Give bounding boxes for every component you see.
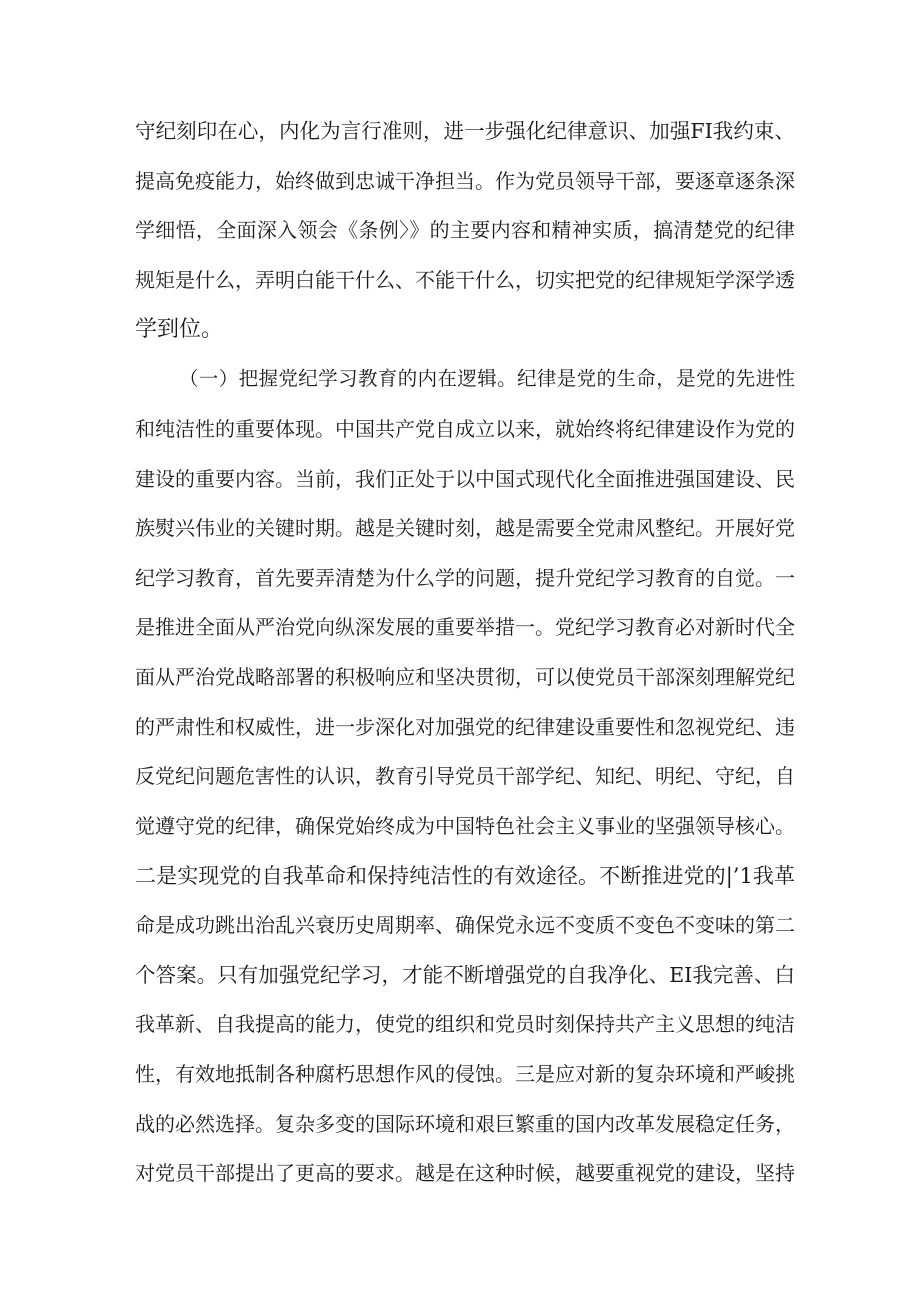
text-line: 学到位。 xyxy=(135,317,224,342)
text-line: 是推进全面从严治党向纵深发展的重要举措一。党纪学习教育必对新时代全 xyxy=(135,615,795,639)
text-line: 我革新、自我提高的能力，使党的组织和党员时刻保持共产主义思想的纯洁 xyxy=(135,1012,795,1036)
text-line: 个答案。只有加强党纪学习，才能不断增强党的自我净化、EI我完善、白 xyxy=(135,963,795,987)
text-line: 提高免疫能力，始终做到忠诚干净担当。作为党员领导干部，要逐章逐条深 xyxy=(135,169,795,193)
text-line: 建设的重要内容。当前，我们正处于以中国式现代化全面推进强国建设、民 xyxy=(135,467,795,491)
text-line: 反党纪问题危害性的认识，教育引导党员干部学纪、知纪、明纪、守纪，自 xyxy=(135,764,795,788)
text-line: 性，有效地抵制各种腐朽思想作风的侵蚀。三是应对新的复杂环境和严峻挑 xyxy=(135,1062,795,1086)
text-line: 守纪刻印在心，内化为言行准则，进一步强化纪律意识、加强FI我约束、 xyxy=(135,119,795,143)
text-line: 规矩是什么，弄明白能干什么、不能干什么，切实把党的纪律规矩学深学透 xyxy=(135,268,795,292)
text-line: 学细悟，全面深入领会《条例〉》的主要内容和精神实质，搞清楚党的纪律 xyxy=(135,218,795,242)
text-line: 的严肃性和权威性，进一步深化对加强党的纪律建设重要性和忽视党纪、违 xyxy=(135,715,795,739)
text-line: 觉遵守党的纪律，确保党始终成为中国特色社会主义事业的坚强领导核心。 xyxy=(135,814,795,838)
text-line: 命是成功跳出治乱兴衰历史周期率、确保党永远不变质不变色不变味的第二 xyxy=(135,913,795,937)
text-line: 和纯洁性的重要体现。中国共产党自成立以来，就始终将纪律建设作为党的 xyxy=(135,417,795,441)
text-line: 二是实现党的自我革命和保持纯洁性的有效途径。不断推进党的|’1我革 xyxy=(135,864,795,888)
text-line: 对党员干部提出了更高的要求。越是在这种时候，越要重视党的建设，坚持 xyxy=(135,1161,795,1185)
text-line: 纪学习教育，首先要弄清楚为什么学的问题，提升党纪学习教育的自觉。一 xyxy=(135,566,795,590)
text-line: 战的必然选择。复杂多变的国际环境和艰巨繁重的国内改革发展稳定任务， xyxy=(135,1112,795,1136)
text-line: 面从严治党战略部署的积极响应和坚决贯彻，可以使党员干部深刻理解党纪 xyxy=(135,665,795,689)
paragraph-first-line: （一）把握党纪学习教育的内在逻辑。纪律是党的生命，是党的先进性 xyxy=(179,367,795,390)
text-line: 族熨兴伟业的关键时期。越是关键时刻，越是需要全党肃风整纪。开展好党 xyxy=(135,516,795,540)
